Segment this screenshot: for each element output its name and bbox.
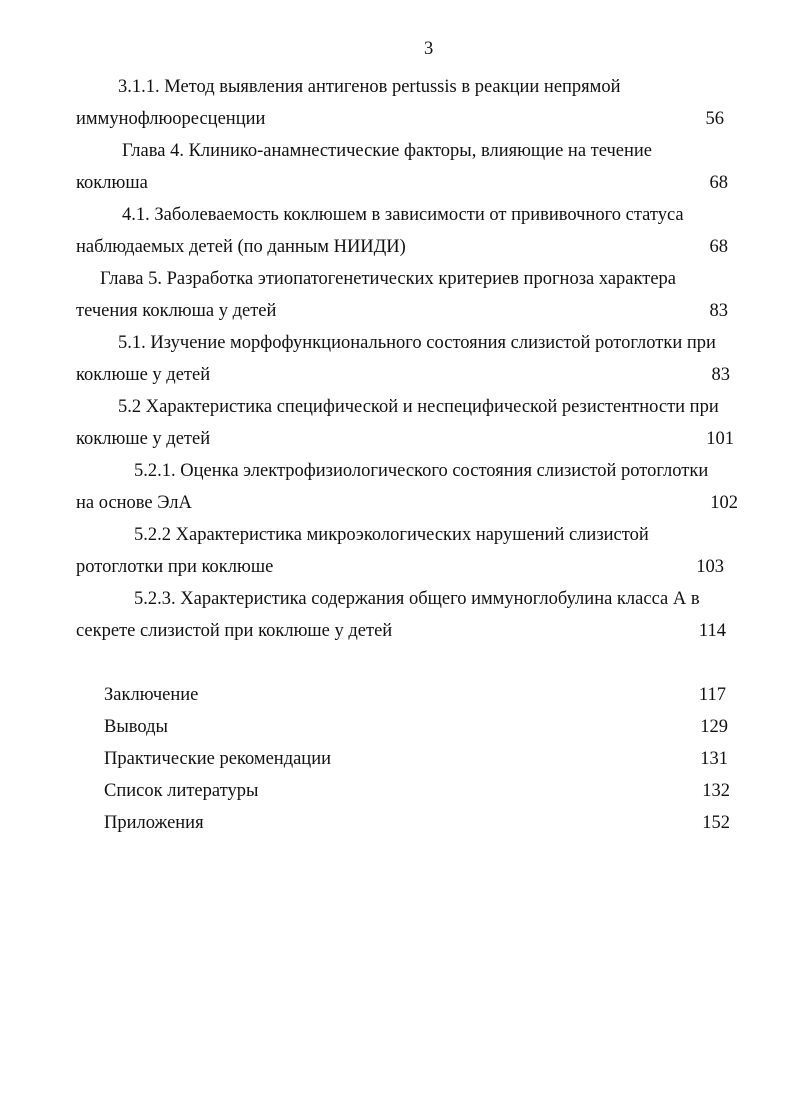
toc-entry-heading: Глава 4. Клинико-анамнестические факторы, влияющие на течение (122, 141, 653, 161)
toc-entry-continuation: иммунофлюоресценции (76, 109, 266, 129)
toc-entry-continuation: наблюдаемых детей (по данным НИИДИ) (76, 237, 406, 257)
toc-entry-page: 102 (710, 493, 738, 513)
toc-entry-heading: 3.1.1. Метод выявления антигенов pertussis в реакции непрямой (118, 77, 621, 97)
back-matter-title: Заключение (104, 685, 199, 705)
toc-entry-page: 83 (709, 301, 728, 321)
back-matter-page: 132 (702, 781, 730, 801)
toc-entry-continuation: коклюше у детей (76, 429, 211, 449)
toc-entry-heading: 5.2 Характеристика специфической и неспецифической резистентности при (118, 397, 719, 417)
back-matter-title: Приложения (104, 813, 204, 833)
toc-entry-heading: 5.2.1. Оценка электрофизиологического состояния слизистой ротоглотки (134, 461, 709, 481)
back-matter-page: 129 (700, 717, 728, 737)
toc-entry-heading: 5.1. Изучение морфофункционального состояния слизистой ротоглотки при (118, 333, 716, 353)
back-matter-title: Список литературы (104, 781, 259, 801)
back-matter-title: Выводы (104, 717, 168, 737)
toc-entry-heading: 5.2.2 Характеристика микроэкологических нарушений слизистой (134, 525, 649, 545)
toc-entry-continuation: течения коклюша у детей (76, 301, 277, 321)
page-number: 3 (424, 39, 434, 59)
toc-entry-continuation: коклюше у детей (76, 365, 211, 385)
toc-entry-continuation: на основе ЭлА (76, 493, 192, 513)
toc-entry-page: 83 (711, 365, 730, 385)
back-matter-page: 131 (700, 749, 728, 769)
toc-entry-continuation: секрете слизистой при коклюше у детей (76, 621, 393, 641)
toc-entry-continuation: коклюша (76, 173, 148, 193)
toc-entry-page: 101 (706, 429, 734, 449)
back-matter-page: 117 (698, 685, 726, 705)
toc-entry-page: 56 (705, 109, 724, 129)
toc-entry-heading: 5.2.3. Характеристика содержания общего иммуноглобулина класса А в (134, 589, 700, 609)
back-matter-title: Практические рекомендации (104, 749, 332, 769)
toc-entry-page: 114 (698, 621, 726, 641)
toc-entry-continuation: ротоглотки при коклюше (76, 557, 274, 577)
back-matter-page: 152 (702, 813, 730, 833)
toc-entry-heading: Глава 5. Разработка этиопатогенетических критериев прогноза характера (100, 269, 677, 289)
toc-entry-heading: 4.1. Заболеваемость коклюшем в зависимости от прививочного статуса (122, 205, 684, 225)
toc-entry-page: 68 (709, 173, 728, 193)
toc-entry-page: 68 (709, 237, 728, 257)
toc-entry-page: 103 (696, 557, 724, 577)
